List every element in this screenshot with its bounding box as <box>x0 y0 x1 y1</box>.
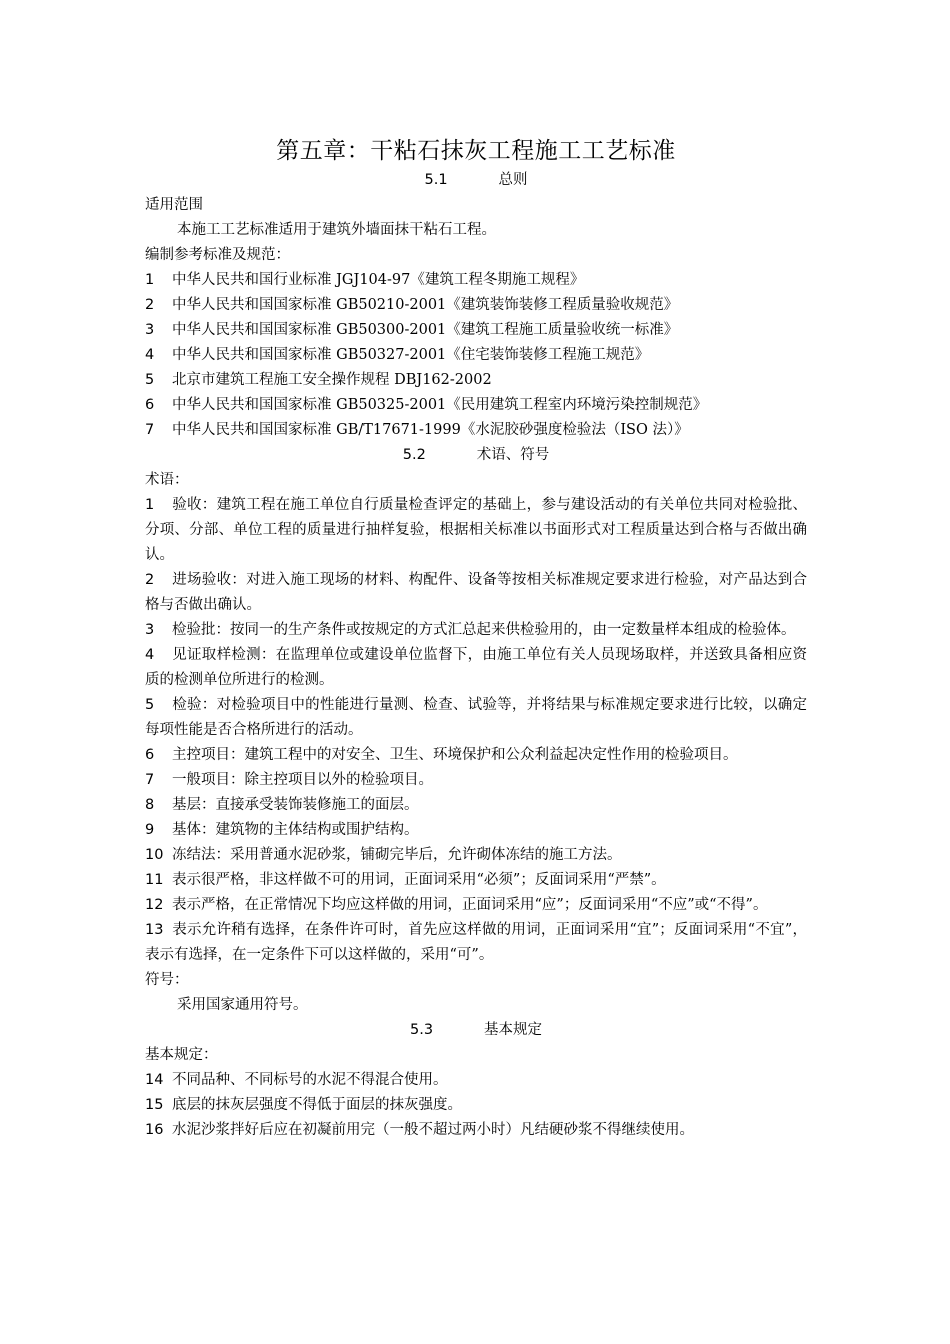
scope-text: 本施工工艺标准适用于建筑外墙面抹干粘石工程。 <box>177 222 496 238</box>
list-item <box>145 893 807 918</box>
item-number: 2 <box>145 572 155 588</box>
item-text: 冻结法：采用普通水泥砂浆，铺砌完毕后，允许砌体冻结的施工方法。 <box>172 847 622 863</box>
chapter-title: 第五章：干粘石抹灰工程施工工艺标准 <box>276 138 676 164</box>
list-item <box>145 293 807 318</box>
item-text: 表示很严格，非这样做不可的用词，正面词采用“必须”；反面词采用“严禁”。 <box>172 872 666 888</box>
section-heading-5-1 <box>145 168 807 193</box>
rules-heading: 基本规定： <box>145 1047 218 1063</box>
list-item <box>145 318 807 343</box>
item-number: 4 <box>145 347 155 363</box>
item-text: 中华人民共和国国家标准 GB50210-2001《建筑装饰装修工程质量验收规范》 <box>172 297 679 313</box>
list-item <box>145 618 807 643</box>
list-item <box>145 693 807 743</box>
item-number: 13 <box>145 922 164 938</box>
section-title: 术语、符号 <box>476 447 550 463</box>
item-number: 1 <box>145 272 155 288</box>
item-text: 基体：建筑物的主体结构或围护结构。 <box>172 822 419 838</box>
list-item <box>145 418 807 443</box>
list-item <box>145 918 807 968</box>
item-number: 9 <box>145 822 155 838</box>
item-number: 6 <box>145 397 155 413</box>
list-item <box>145 493 807 568</box>
item-number: 15 <box>145 1097 164 1113</box>
item-text: 表示严格，在正常情况下均应这样做的用词，正面词采用“应”；反面词采用“不应”或“不得”。 <box>172 897 768 913</box>
item-text: 见证取样检测：在监理单位或建设单位监督下，由施工单位有关人员现场取样，并送致具备相应资质的检测单位所进行的检测。 <box>145 647 807 688</box>
item-text: 主控项目：建筑工程中的对安全、卫生、环境保护和公众利益起决定性作用的检验项目。 <box>172 747 738 763</box>
item-number: 11 <box>145 872 164 888</box>
list-item <box>145 768 807 793</box>
list-item <box>145 643 807 693</box>
list-item <box>145 1068 807 1093</box>
section-number: 5.1 <box>424 172 448 188</box>
item-number: 12 <box>145 897 164 913</box>
section-title: 基本规定 <box>484 1022 542 1038</box>
list-item <box>145 793 807 818</box>
terms-list <box>145 493 807 968</box>
item-number: 2 <box>145 297 155 313</box>
list-item <box>145 868 807 893</box>
item-number: 6 <box>145 747 155 763</box>
list-item <box>145 568 807 618</box>
symbols-heading: 符号： <box>145 972 189 988</box>
section-heading-5-2 <box>145 443 807 468</box>
item-number: 5 <box>145 372 155 388</box>
item-text: 中华人民共和国国家标准 GB50327-2001《住宅装饰装修工程施工规范》 <box>172 347 650 363</box>
list-item <box>145 393 807 418</box>
item-text: 中华人民共和国国家标准 GB50325-2001《民用建筑工程室内环境污染控制规范》 <box>172 397 708 413</box>
symbols-text: 采用国家通用符号。 <box>177 997 308 1013</box>
item-number: 7 <box>145 422 155 438</box>
item-number: 10 <box>145 847 164 863</box>
item-text: 进场验收：对进入施工现场的材料、构配件、设备等按相关标准规定要求进行检验，对产品达到合格与否做出确认。 <box>145 572 807 613</box>
list-item <box>145 368 807 393</box>
rules-list <box>145 1068 807 1143</box>
section-heading-5-3 <box>145 1018 807 1043</box>
item-text: 底层的抹灰层强度不得低于面层的抹灰强度。 <box>172 1097 462 1113</box>
item-text: 验收：建筑工程在施工单位自行质量检查评定的基础上，参与建设活动的有关单位共同对检验批、分项、分部、单位工程的质量进行抽样复验，根据相关标准以书面形式对工程质量达到合格与否做出确认。 <box>145 497 807 563</box>
item-text: 中华人民共和国国家标准 GB50300-2001《建筑工程施工质量验收统一标准》 <box>172 322 679 338</box>
item-text: 一般项目：除主控项目以外的检验项目。 <box>172 772 433 788</box>
item-number: 16 <box>145 1122 164 1138</box>
item-text: 中华人民共和国行业标准 JGJ104-97《建筑工程冬期施工规程》 <box>172 272 585 288</box>
list-item <box>145 843 807 868</box>
item-text: 水泥沙浆拌好后应在初凝前用完（一般不超过两小时）凡结硬砂浆不得继续使用。 <box>172 1122 694 1138</box>
item-number: 5 <box>145 697 155 713</box>
item-text: 中华人民共和国国家标准 GB/T17671-1999《水泥胶砂强度检验法（ISO 法）》 <box>172 422 689 438</box>
item-number: 7 <box>145 772 155 788</box>
list-item <box>145 343 807 368</box>
item-number: 14 <box>145 1072 164 1088</box>
section-number: 5.2 <box>402 447 426 463</box>
list-item <box>145 268 807 293</box>
list-item <box>145 1093 807 1118</box>
item-text: 表示允许稍有选择，在条件许可时，首先应这样做的用词，正面词采用“宜”；反面词采用“不宜”，表示有选择，在一定条件下可以这样做的，采用“可”。 <box>145 922 807 963</box>
item-number: 4 <box>145 647 155 663</box>
item-text: 基层：直接承受装饰装修施工的面层。 <box>172 797 419 813</box>
list-item <box>145 818 807 843</box>
item-number: 8 <box>145 797 155 813</box>
scope-heading: 适用范围 <box>145 197 203 213</box>
terms-heading: 术语： <box>145 472 189 488</box>
section-number: 5.3 <box>410 1022 434 1038</box>
list-item <box>145 743 807 768</box>
item-text: 检验批：按同一的生产条件或按规定的方式汇总起来供检验用的，由一定数量样本组成的检验体。 <box>172 622 796 638</box>
item-number: 3 <box>145 322 155 338</box>
section-title: 总则 <box>498 172 528 188</box>
item-number: 3 <box>145 622 155 638</box>
item-text: 北京市建筑工程施工安全操作规程 DBJ162-2002 <box>172 372 492 388</box>
item-number: 1 <box>145 497 155 513</box>
refs-list <box>145 268 807 443</box>
item-text: 不同品种、不同标号的水泥不得混合使用。 <box>172 1072 448 1088</box>
refs-heading: 编制参考标准及规范： <box>145 247 290 263</box>
item-text: 检验：对检验项目中的性能进行量测、检查、试验等，并将结果与标准规定要求进行比较，以确定每项性能是否合格所进行的活动。 <box>145 697 807 738</box>
list-item <box>145 1118 807 1143</box>
document-page <box>145 134 807 1143</box>
